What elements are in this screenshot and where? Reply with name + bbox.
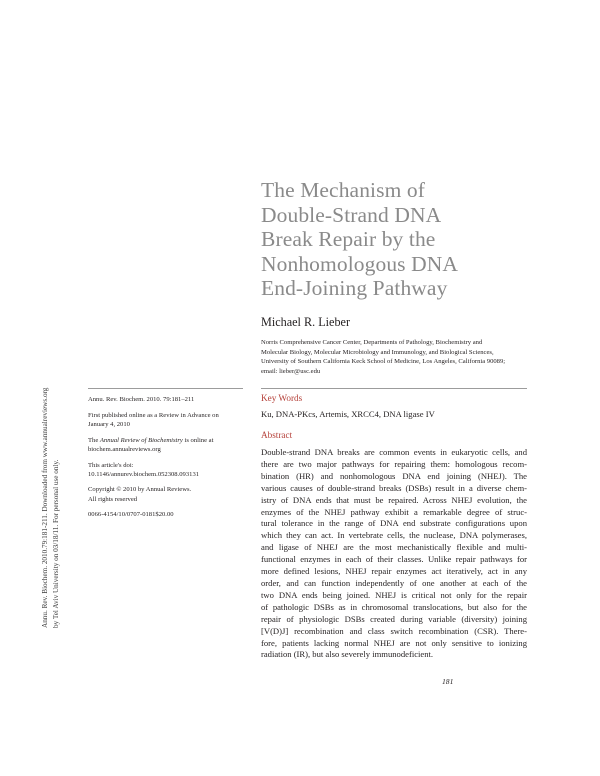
title-line: End-Joining Pathway [261,276,448,300]
keywords-heading: Key Words [261,393,303,403]
issn-code: 0066-4154/10/0707-0181$20.00 [88,511,174,519]
online-suffix: is online at [182,436,214,444]
title-line: Double-Strand DNA [261,202,442,227]
rights-notice: All rights reserved [88,495,138,503]
abstract-line: fore, patients lacking normal NHEJ are not only sensitive to ionizing [261,637,527,648]
abstract-line: there are two major pathways for repairing them: homologous recom- [261,458,527,469]
download-note-line: Annu. Rev. Biochem. 2010.79:181-211. Downloaded from www.annualreviews.org [41,387,49,628]
abstract-line: of pathologic DSBs as in chromosomal translocations, but also for the [261,601,527,612]
download-note [40,328,80,628]
right-column-rule [261,388,527,389]
abstract-line: bination (HR) and nonhomologous DNA end joining (NHEJ). The [261,470,527,481]
first-published-line: January 4, 2010 [88,420,130,428]
abstract-line: functional enzymes in each of their classes. Unlike repair pathways for [261,554,527,565]
author-name: Michael R. Lieber [261,315,351,329]
keywords-list: Ku, DNA-PKcs, Artemis, XRCC4, DNA ligase IV [261,409,435,419]
abstract-heading: Abstract [261,430,293,440]
abstract-body [261,447,527,661]
affiliation-line: University of Southern California Keck School of Medicine, Los Angeles, California 90089; [261,358,506,366]
affiliation-line: email: lieber@usc.edu [261,368,321,376]
affiliation-line: Norris Comprehensive Cancer Center, Departments of Pathology, Biochemistry and [261,339,483,346]
article-metadata [88,395,248,526]
left-column-rule [88,388,243,389]
abstract-line: various causes of double-strand breaks (DSBs) result in a diverse chem- [261,482,527,493]
abstract-line: tural tolerance in the range of DNA end substrate configurations upon [261,518,527,529]
copyright-notice: Copyright © 2010 by Annual Reviews. [88,486,192,494]
journal-reference: Annu. Rev. Biochem. 2010. 79:181–211 [88,396,195,403]
affiliation-line: Molecular Biology, Molecular Microbiology and Immunology, and Biological Sciences, [261,348,494,356]
title-line: Nonhomologous DNA [261,251,458,276]
abstract-line: Double-strand DNA breaks are common events in eukaryotic cells, and [261,447,527,457]
abstract-line: and ligase of NHEJ are the most mechanistically flexible and multi- [261,542,527,553]
title-line: The Mechanism of [261,178,425,202]
title-line: Break Repair by the [261,227,436,251]
journal-name: Annual Review of Biochemistry [99,436,183,444]
abstract-line: which they can act. In vertebrate cells, the nuclease, DNA polymerases, [261,530,527,541]
abstract-line: order, and can function independently of one another at each of the [261,577,527,588]
doi-label: This article's doi: [88,461,134,469]
abstract-line: repair of physiologic DSBs created during variable (diversity) joining [261,613,527,624]
download-note-line: by Tel Aviv University on 03/18/11. For personal use only. [51,459,60,628]
doi-value[interactable]: 10.1146/annurev.biochem.052308.093131 [88,470,200,478]
abstract-line: istry of DNA ends that must be repaired. Across NHEJ evolution, the [261,494,527,505]
page-number: 181 [442,677,454,686]
online-availability [88,436,248,445]
abstract-line: two DNA ends being joined. NHEJ is critical not only for the repair [261,589,527,600]
abstract-line: enzymes of the NHEJ pathway exhibit a remarkable degree of struc- [261,506,527,517]
article-title [261,178,561,301]
abstract-line: more defined lesions, NHEJ repair enzymes act iteratively, act in any [261,566,527,577]
online-prefix: The [88,436,100,444]
first-published-line: First published online as a Review in Advance on [88,411,219,419]
abstract-line: radiation (IR), but also severely immunodeficient. [261,649,434,660]
journal-url[interactable]: biochem.annualreviews.org [88,445,161,453]
abstract-line: [V(D)J] recombination and class switch recombination (CSR). There- [261,625,527,636]
author-affiliation [261,338,561,377]
